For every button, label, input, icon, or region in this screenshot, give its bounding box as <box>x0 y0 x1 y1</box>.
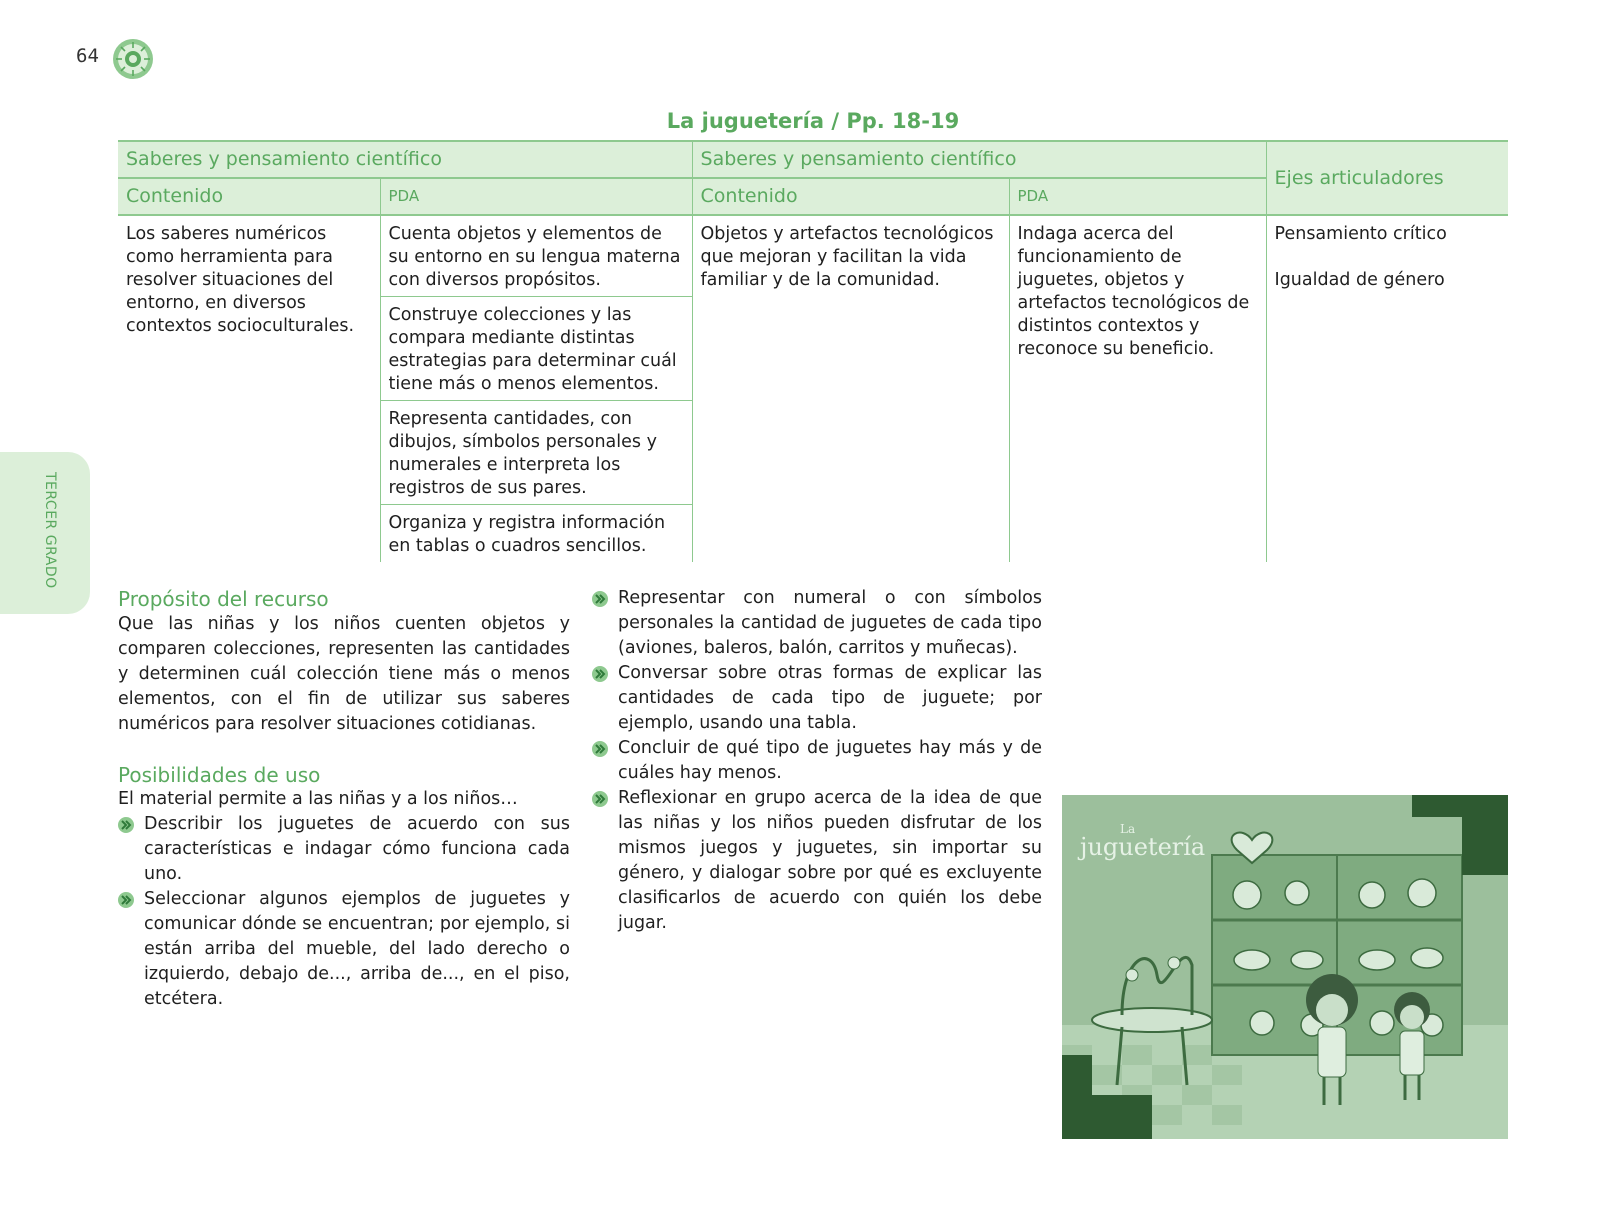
list-item <box>592 586 1042 661</box>
list-item <box>592 786 1042 936</box>
double-chevron-bullet-icon <box>592 591 608 607</box>
list-item-text: Conversar sobre otras formas de explicar las cantidades de cada tipo de juguete; por ejemplo, usando una tabla. <box>618 663 1042 733</box>
double-chevron-bullet-icon <box>592 791 608 807</box>
posibilidades-heading: Posibilidades de uso <box>118 763 321 787</box>
double-chevron-bullet-icon <box>592 741 608 757</box>
double-chevron-bullet-icon <box>118 817 134 833</box>
list-item-text: Concluir de qué tipo de juguetes hay más y de cuáles hay menos. <box>618 738 1042 783</box>
group-header-1: Saberes y pensamiento científico <box>118 141 692 178</box>
list-item <box>118 812 570 887</box>
grade-label: TERCER GRADO <box>42 472 58 589</box>
eje-item: Pensamiento crítico <box>1274 224 1447 244</box>
contenido-header-2: Contenido <box>692 178 1009 215</box>
table-title: La juguetería / Pp. 18-19 <box>666 109 960 133</box>
illustration-small-word: La <box>1120 822 1136 836</box>
pda-item: Representa cantidades, con dibujos, símbolos personales y numerales e interpreta los registros de sus pares. <box>381 401 692 505</box>
double-chevron-bullet-icon <box>118 892 134 908</box>
contenido-cell-2: Objetos y artefactos tecnológicos que mejoran y facilitan la vida familiar y de la comunidad. <box>692 215 1009 562</box>
contenido-header-1: Contenido <box>118 178 380 215</box>
list-item-text: Describir los juguetes de acuerdo con sus características e indagar cómo funciona cada uno. <box>144 814 570 884</box>
posibilidades-intro: El material permite a las niñas y a los niños… <box>118 789 518 809</box>
posibilidades-list-left <box>118 812 570 1012</box>
pda-cell-1 <box>380 215 692 562</box>
list-item <box>592 736 1042 786</box>
pda-item: Organiza y registra información en tablas o cuadros sencillos. <box>388 513 666 556</box>
sun-emblem-icon <box>112 38 154 80</box>
ejes-cell <box>1266 215 1508 562</box>
list-item <box>592 661 1042 736</box>
pda-item: Cuenta objetos y elementos de su entorno en su lengua materna con diversos propósitos. <box>381 216 692 297</box>
illustration-title: juguetería <box>1080 833 1206 861</box>
list-item-text: Reflexionar en grupo acerca de la idea de que las niñas y los niños pueden disfrutar de los mismos juegos y juguetes, sin importar su género, y dialogar sobre por qué es excluyente clasificarlos de acuerdo con quién los debe jugar. <box>618 788 1042 933</box>
pda-header-1: PDA <box>380 178 692 215</box>
page-number: 64 <box>76 45 99 67</box>
group-header-2: Saberes y pensamiento científico <box>692 141 1266 178</box>
proposito-text: Que las niñas y los niños cuenten objetos y comparen colecciones, representen las cantidades y determinen cuál colección tiene más o menos elementos, con el fin de utilizar sus saberes numéricos para resolver situaciones cotidianas. <box>118 614 570 734</box>
jugueteria-illustration <box>1062 795 1508 1139</box>
list-item <box>118 887 570 1012</box>
curriculum-table <box>118 140 1508 562</box>
double-chevron-bullet-icon <box>592 666 608 682</box>
list-item-text: Representar con numeral o con símbolos personales la cantidad de juguetes de cada tipo (aviones, baleros, balón, carritos y muñecas). <box>618 588 1042 658</box>
pda-item: Construye colecciones y las compara mediante distintas estrategias para determinar cuál tiene más o menos elementos. <box>381 297 692 401</box>
eje-item: Igualdad de género <box>1274 270 1445 290</box>
list-item-text: Seleccionar algunos ejemplos de juguetes y comunicar dónde se encuentran; por ejemplo, si están arriba del mueble, del lado derecho o izquierdo, debajo de..., arriba de..., en el piso, etcétera. <box>144 889 570 1009</box>
proposito-heading: Propósito del recurso <box>118 587 329 611</box>
posibilidades-list-right <box>592 586 1042 936</box>
pda-cell-2: Indaga acerca del funcionamiento de juguetes, objetos y artefactos tecnológicos de distintos contextos y reconoce su beneficio. <box>1009 215 1266 562</box>
ejes-header: Ejes articuladores <box>1266 141 1508 215</box>
pda-header-2: PDA <box>1009 178 1266 215</box>
contenido-cell-1: Los saberes numéricos como herramienta para resolver situaciones del entorno, en diversos contextos socioculturales. <box>126 224 355 336</box>
